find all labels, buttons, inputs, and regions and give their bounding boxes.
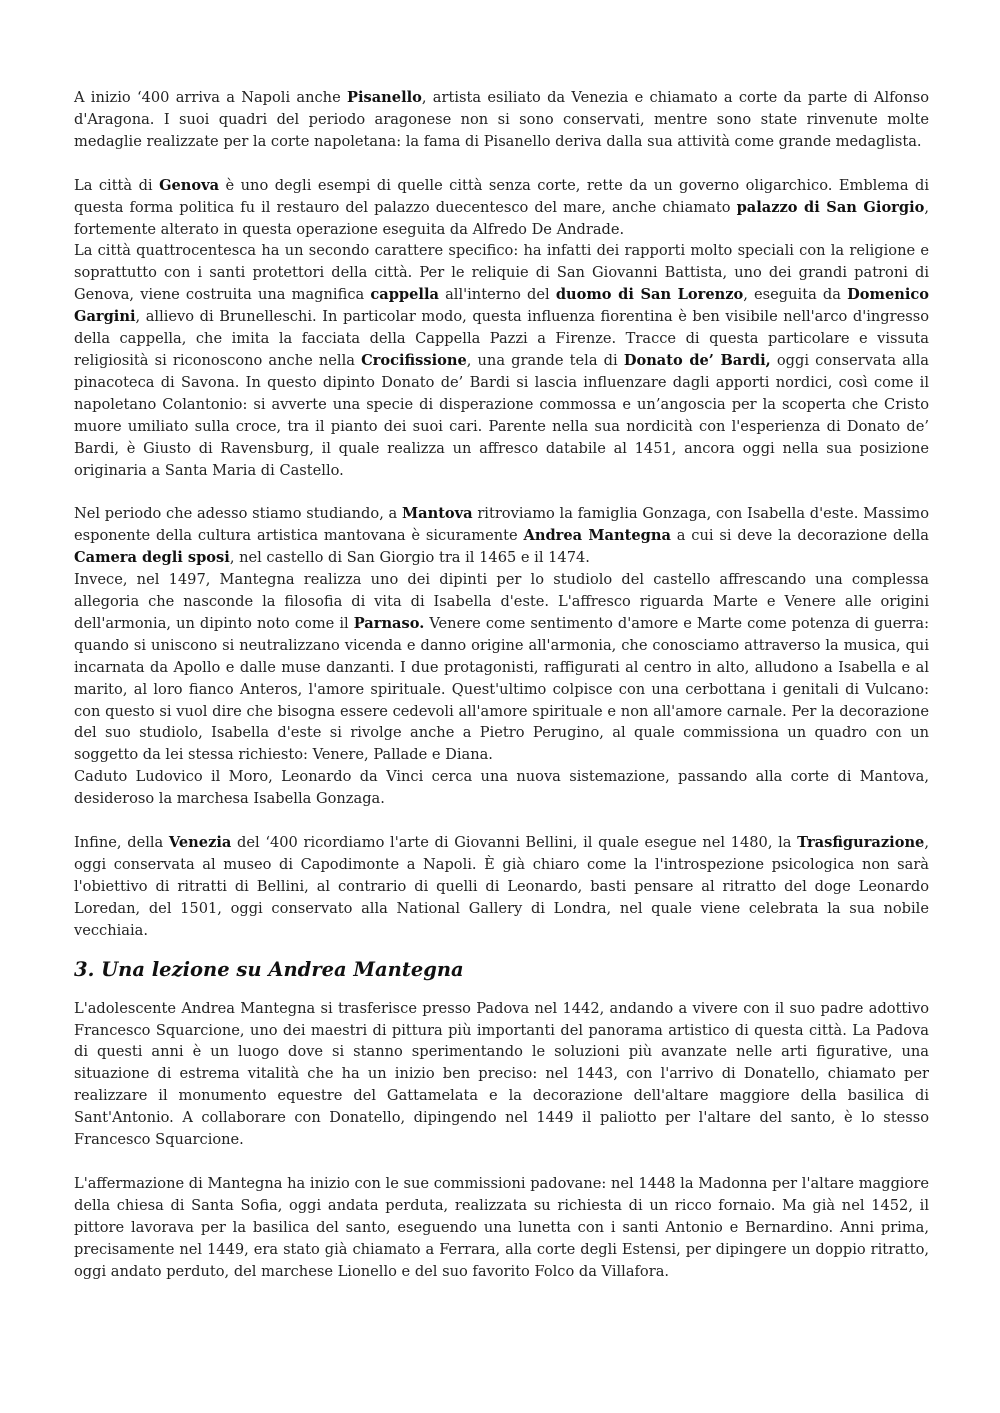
paragraph-gap — [74, 1151, 929, 1173]
text-run: , una grande tela di — [466, 351, 624, 369]
paragraph-leonardo — [74, 766, 929, 810]
bold-term-venezia: Venezia — [168, 834, 232, 852]
text-run: La città quattrocentesca ha un secondo carattere specifico: ha infatti dei rapporti molto speciali con la religione e soprattutto con i santi protettori della città. Per le reliquie di San Giovanni Battista, uno dei grandi patroni di Genova, viene costruita una magnifica — [74, 242, 929, 304]
bold-term-camera-degli-sposi: Camera degli sposi — [74, 549, 230, 567]
text-run: , nel castello di San Giorgio tra il 1465 e il 1474. — [229, 549, 590, 567]
bold-term-crocifissione: Crocifissione — [361, 351, 467, 369]
text-run: Infine, della — [74, 834, 169, 852]
text-run: , artista esiliato da Venezia e chiamato a corte da parte di Alfonso d'Aragona. I suoi quadri del periodo aragonese non si sono conservati, mentre sono state rinvenute molte medaglie realizzate per la corte napoletana: la fama di Pisanello deriva dalla sua attività come grande medaglista. — [74, 89, 929, 150]
paragraph-parnaso — [74, 569, 929, 766]
text-run: A inizio ‘400 arriva a Napoli anche — [74, 89, 347, 106]
text-run: Venere come sentimento d'amore e Marte come potenza di guerra: quando si uniscono si neutralizzano vicenda e danno origine all'armonia, che conosciamo attraverso la musica, qui incarnata da Apollo e dalle muse danzanti. I due protagonisti, raffigurati al centro in alto, alludono a Isabella e al marito, al loro fianco Anteros, l'amore spirituale. Quest'ultimo colpisce con una cerbottana i genitali di Vulcano: con questo si vuol dire che bisogna essere cedevoli all'amore spirituale e non all'amore carnale. Per la decorazione del suo studiolo, Isabella d'este si rivolge anche a Pietro Perugino, al quale commissiona un quadro con un soggetto da lei stessa richiesto: Venere, Pallade e Diana. — [74, 614, 929, 764]
text-run: Caduto Ludovico il Moro, Leonardo da Vinci cerca una nuova sistemazione, passando alla corte di Mantova, desideroso la marchesa Isabella Gonzaga. — [74, 768, 929, 808]
paragraph-mantova — [74, 503, 929, 569]
text-run: , eseguita da — [743, 286, 848, 304]
text-run: ritroviamo la famiglia Gonzaga, con Isabella d'este. Massimo esponente della cultura artistica mantovana è sicuramente — [74, 505, 929, 545]
text-run: all'interno del — [438, 286, 556, 304]
paragraph-gap — [74, 153, 929, 175]
paragraph-gap — [74, 810, 929, 832]
paragraph-venezia — [74, 832, 929, 942]
section-heading: 3. Una lezione su Andrea Mantegna — [74, 957, 464, 981]
bold-term-genova: Genova — [159, 176, 220, 194]
paragraph-mantegna-padova — [74, 998, 929, 1151]
paragraph-mantegna-commissioni — [74, 1173, 929, 1283]
bold-term-palazzo-san-giorgio: palazzo di San Giorgio — [736, 198, 925, 216]
text-run: L'adolescente Andrea Mantegna si trasferisce presso Padova nel 1442, andando a vivere con il suo padre adottivo Francesco Squarcione, uno dei maestri di pittura più importanti del panorama artistico di questa città. La Padova di questi anni è un luogo dove si stanno sperimentando le soluzioni più avanzate nelle arti figurative, una situazione di estrema vitalità che ha un inizio ben preciso: nel 1443, con l'arrivo di Donatello, chiamato per realizzare il monumento equestre del Gattamelata e la decorazione dell'altare maggiore della basilica di Sant'Antonio. A collaborare con Donatello, dipingendo nel 1449 il paliotto per l'altare del santo, è lo stesso Francesco Squarcione. — [74, 999, 929, 1149]
text-run: del ‘400 ricordiamo l'arte di Giovanni Bellini, il quale esegue nel 1480, la — [231, 834, 798, 852]
text-run: a cui si deve la decorazione della — [670, 527, 930, 545]
text-run: oggi conservata alla pinacoteca di Savona. In questo dipinto Donato de’ Bardi si lascia influenzare dagli apporti nordici, così come il napoletano Colantonio: si avverte una specie di disperazione commossa e un’angoscia per la scoperta che Cristo muore umiliato sulla croce, tra il pianto dei suoi cari. Parente nella sua nordicità con l'esperienza di Donato de’ Bardi, è Giusto di Ravensburg, il quale realizza un affresco databile al 1451, ancora oggi nella sua posizione originaria a Santa Maria di Castello. — [74, 351, 929, 479]
bold-term-cappella: cappella — [370, 286, 439, 304]
bold-term-andrea-mantegna: Andrea Mantegna — [523, 527, 671, 545]
text-run: Invece, nel 1497, Mantegna realizza uno dei dipinti per lo studiolo del castello affrescando una complessa allegoria che nasconde la filosofia di vita di Isabella d'este. L'affresco riguarda Marte e Venere alle origini dell'armonia, un dipinto noto come il — [74, 571, 929, 632]
paragraph-genova — [74, 175, 929, 241]
bold-term-pisanello: Pisanello — [346, 89, 422, 106]
text-run: è uno degli esempi di quelle città senza corte, rette da un governo oligarchico. Emblema di questa forma politica fu il restauro del palazzo duecentesco del mare, anche chiamato — [74, 176, 929, 216]
paragraph-pisanello — [74, 87, 929, 153]
bold-term-domenico-gargini: Domenico Gargini — [74, 286, 929, 326]
bold-term-parnaso: Parnaso. — [353, 614, 425, 632]
text-run: , allievo di Brunelleschi. In particolar modo, questa influenza fiorentina è ben visibile nell'arco d'ingresso della cappella, che imita la facciata della Cappella Pazzi a Firenze. Tracce di questa particolare e vissuta religiosità si riconoscono anche nella — [74, 308, 929, 369]
text-run: Nel periodo che adesso stiamo studiando, a — [74, 505, 402, 523]
bold-term-donato-de-bardi: Donato de’ Bardi, — [623, 351, 771, 369]
text-run: , fortemente alterato in questa operazione eseguita da Alfredo De Andrade. — [74, 198, 929, 238]
text-run: L'affermazione di Mantegna ha inizio con le sue commissioni padovane: nel 1448 la Madonna per l'altare maggiore della chiesa di Santa Sofia, oggi andata perduta, realizzata su richiesta di un ricco fornaio. Ma già nel 1452, il pittore lavorava per la basilica del santo, eseguendo una lunetta con i santi Antonio e Bernardino. Anni prima, precisamente nel 1449, era stato già chiamato a Ferrara, alla corte degli Estensi, per dipingere un doppio ritratto, oggi andato perduto, del marchese Lionello e del suo favorito Folco da Villafora. — [74, 1174, 929, 1280]
bold-term-trasfigurazione: Trasfigurazione — [797, 834, 925, 852]
text-run: , oggi conservata al museo di Capodimonte a Napoli. È già chiaro come la l'introspezione psicologica non sarà l'obiettivo di ritratti di Bellini, al contrario di quelli di Leonardo, basti pensare al ritratto del doge Leonardo Loredan, del 1501, oggi conservato alla National Gallery di Londra, nel quale viene celebrata la sua nobile vecchiaia. — [74, 834, 929, 939]
paragraph-gap — [74, 481, 929, 503]
bold-term-duomo-san-lorenzo: duomo di San Lorenzo — [555, 286, 744, 304]
paragraph-genova-religione — [74, 240, 929, 481]
text-run: La città di — [74, 176, 160, 194]
document-page — [74, 87, 929, 1283]
bold-term-mantova: Mantova — [401, 505, 473, 523]
